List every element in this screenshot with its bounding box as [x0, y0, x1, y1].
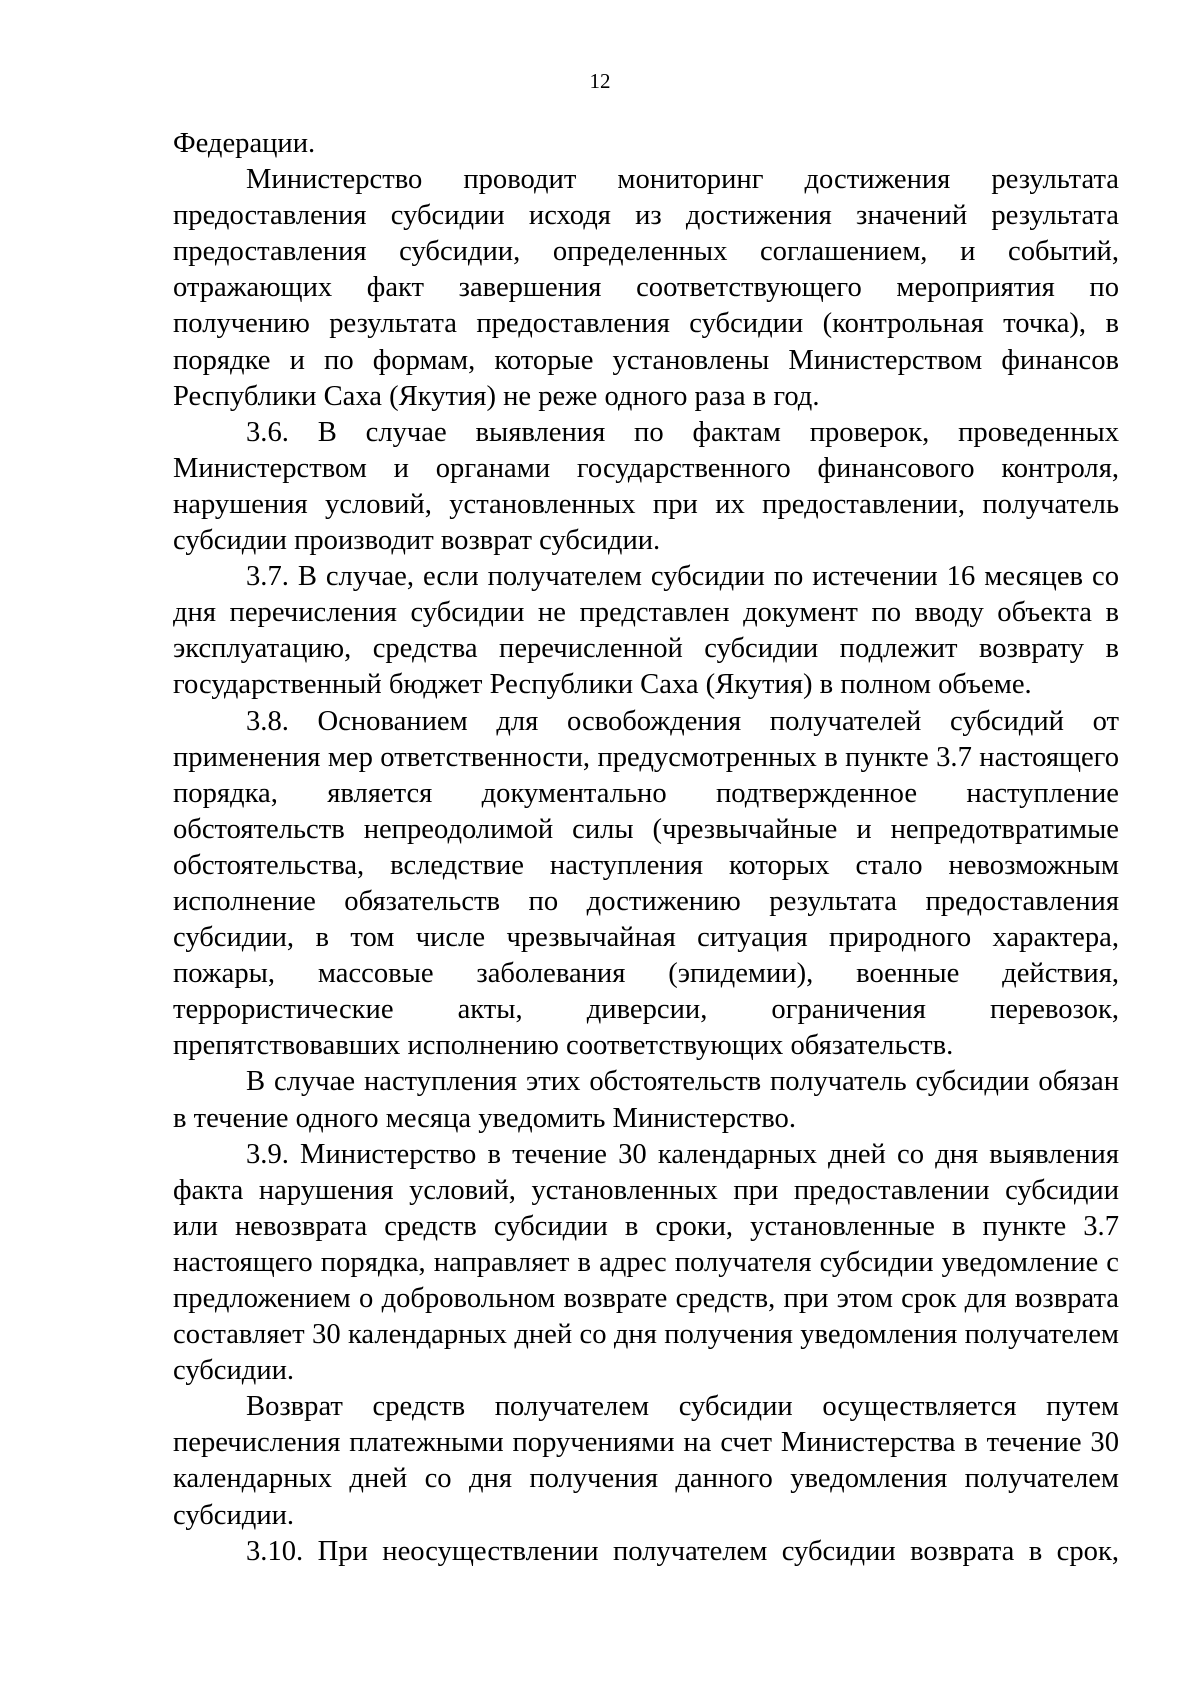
- paragraph-force-majeure-notice: В случае наступления этих обстоятельств получатель субсидии обязан в течение одного месяца уведомить Министерство.: [173, 1066, 1119, 1134]
- paragraph-3-7: 3.7. В случае, если получателем субсидии по истечении 16 месяцев со дня перечисления субсидии не представлен документ по вводу объекта в эксплуатацию, средства перечисленной субсидии подлежит возврату в государственный бюджет Республики Саха (Якутия) в полном объеме.: [173, 561, 1119, 701]
- paragraph-refund-procedure: Возврат средств получателем субсидии осуществляется путем перечисления платежными поручениями на счет Министерства в течение 30 календарных дней со дня получения данного уведомления получателем субсидии.: [173, 1391, 1119, 1531]
- paragraph-3-9: 3.9. Министерство в течение 30 календарных дней со дня выявления факта нарушения условий, установленных при предоставлении субсидии или невозврата средств субсидии в сроки, установленные в пункте 3.7 настоящего порядка, направляет в адрес получателя субсидии уведомление с предложением о добровольном возврате средств, при этом срок для возврата составляет 30 календарных дней со дня получения уведомления получателем субсидии.: [173, 1138, 1119, 1387]
- paragraph-3-6: 3.6. В случае выявления по фактам проверок, проведенных Министерством и органами государственного финансового контроля, нарушения условий, установленных при их предоставлении, получатель субсидии производит возврат субсидии.: [173, 416, 1119, 557]
- document-body: [173, 126, 1119, 1570]
- paragraph-monitoring: Министерство проводит мониторинг достижения результата предоставления субсидии исходя из достижения значений результата предоставления субсидии, определенных соглашением, и событий, отражающих факт завершения соответствующего мероприятия по получению результата предоставления субсидии (контрольная точка), в порядке и по формам, которые установлены Министерством финансов Республики Саха (Якутия) не реже одного раза в год.: [173, 164, 1119, 412]
- paragraph-3-8: 3.8. Основанием для освобождения получателей субсидий от применения мер ответственности, предусмотренных в пункте 3.7 настоящего порядка, является документально подтвержденное наступление обстоятельств непреодолимой силы (чрезвычайные и непредотвратимые обстоятельства, вследствие наступления которых стало невозможным исполнение обязательств по достижению результата предоставления субсидии, в том числе чрезвычайная ситуация природного характера, пожары, массовые заболевания (эпидемии), военные действия, террористические акты, диверсии, ограничения перевозок, препятствовавших исполнению соответствующих обязательств.: [173, 705, 1119, 1062]
- page-number: 12: [589, 69, 611, 93]
- paragraph-federation-end: Федерации.: [173, 128, 316, 159]
- paragraph-3-10: 3.10. При неосуществлении получателем субсидии возврата в срок,: [246, 1535, 1119, 1567]
